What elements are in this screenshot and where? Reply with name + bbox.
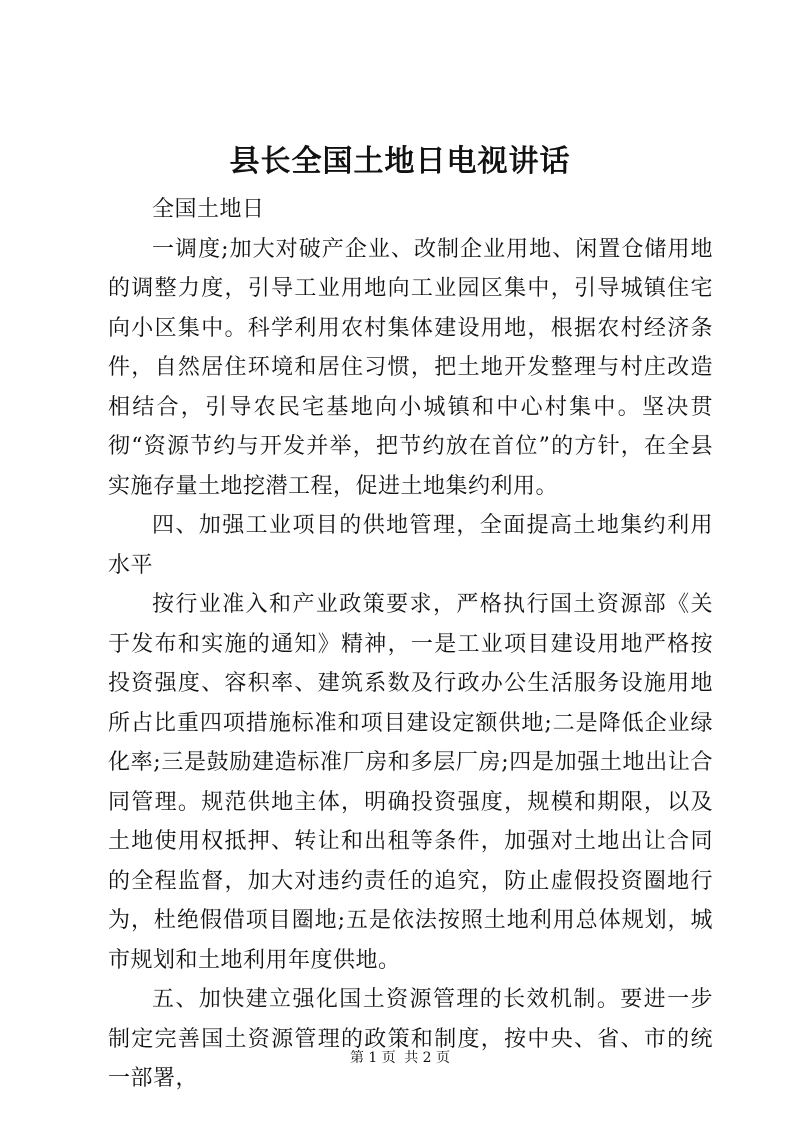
total-pages: 共 2 页 <box>404 1050 451 1066</box>
document-title: 县长全国土地日电视讲话 <box>229 144 571 179</box>
page-number: 第 1 页 <box>349 1050 396 1066</box>
paragraph-adjustment: 一调度;加大对破产企业、改制企业用地、闲置仓储用地的调整力度，引导工业用地向工业园区集中，引导城镇住宅向小区集中。科学利用农村集体建设用地，根据农村经济条件，自然居住环境和居住习惯，把土地开发整理与村庄改造相结合，引导农民宅基地向小城镇和中心村集中。坚决贯彻“资源节约与开发并举，把节约放在首位”的方针，在全县实施存量土地挖潜工程，促进土地集约利用。 <box>108 236 713 499</box>
paragraph-section-five: 五、加快建立强化国土资源管理的长效机制。要进一步制定完善国土资源管理的政策和制度，按中央、省、市的统一部署， <box>108 987 713 1091</box>
paragraph-section-four-heading: 四、加强工业项目的供地管理，全面提高土地集约利用水平 <box>108 513 713 578</box>
page-footer <box>0 1048 800 1068</box>
document-body <box>108 190 713 1099</box>
paragraph-heading: 全国土地日 <box>152 197 265 222</box>
paragraph-section-four-body: 按行业准入和产业政策要求，严格执行国土资源部《关于发布和实施的通知》精神，一是工业项目建设用地严格按投资强度、容积率、建筑系数及行政办公生活服务设施用地所占比重四项措施标准和项目建设定额供地;二是降低企业绿化率;三是鼓励建造标准厂房和多层厂房;四是加强土地出让合同管理。规范供地主体，明确投资强度，规模和期限，以及土地使用权抵押、转让和出租等条件，加强对土地出让合同的全程监督，加大对违约责任的追究，防止虚假投资圈地行为，杜绝假借项目圈地;五是依法按照土地利用总体规划，城市规划和土地利用年度供地。 <box>108 592 713 973</box>
